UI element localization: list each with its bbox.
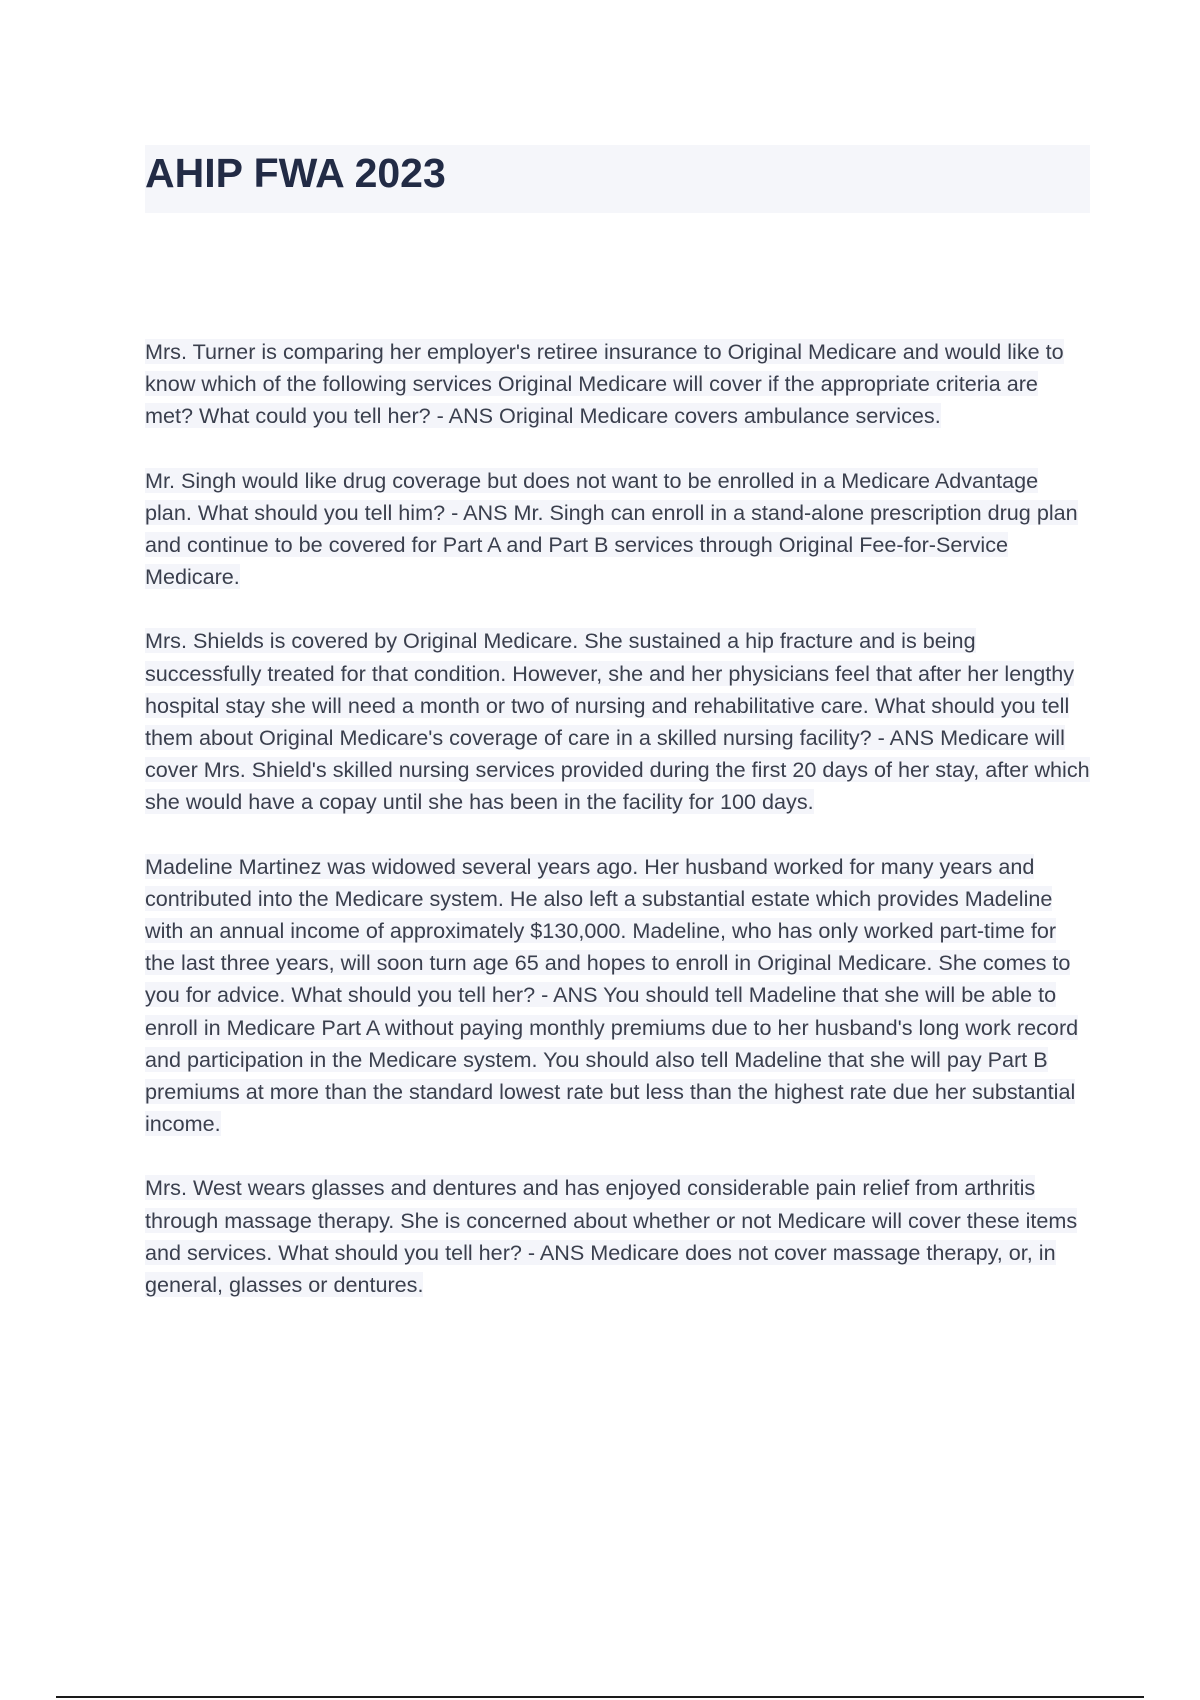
qa-entry-text: Mrs. West wears glasses and dentures and has enjoyed considerable pain relief from arthritis through massage therapy. She is concerned about whether or not Medicare will cover these items and services. What should you tell her? - ANS Medicare does not cover massage therapy, or, in general, glasses or dentures.: [145, 1175, 1078, 1298]
qa-entry-text: Madeline Martinez was widowed several years ago. Her husband worked for many years and contributed into the Medicare system. He also left a substantial estate which provides Madeline with an annual income of approximately $130,000. Madeline, who has only worked part-time for the last three years, will soon turn age 65 and hopes to enroll in Original Medicare. She comes to you for advice. What should you tell her? - ANS You should tell Madeline that she will be able to enroll in Medicare Part A without paying monthly premiums due to her husband's long work record and participation in the Medicare system. You should also tell Madeline that she will pay Part B premiums at more than the standard lowest rate but less than the highest rate due her substantial income.: [145, 853, 1079, 1137]
qa-entry: [145, 336, 1090, 433]
qa-entry: [145, 625, 1090, 818]
page-bottom-divider: [56, 1696, 1144, 1698]
qa-entry: [145, 1172, 1090, 1301]
qa-entry-text: Mr. Singh would like drug coverage but does not want to be enrolled in a Medicare Advantage plan. What should you tell him? - ANS Mr. Singh can enroll in a stand-alone prescription drug plan and continue to be covered for Part A and Part B services through Original Fee-for-Service Medicare.: [145, 467, 1078, 590]
page-title: AHIP FWA 2023: [145, 150, 446, 196]
qa-entry: [145, 465, 1090, 594]
qa-list: [145, 336, 1090, 1333]
qa-entry-text: Mrs. Turner is comparing her employer's retiree insurance to Original Medicare and would like to know which of the following services Original Medicare will cover if the appropriate criteria are met? What could you tell her? - ANS Original Medicare covers ambulance services.: [145, 339, 1064, 429]
qa-entry: [145, 851, 1090, 1141]
title-bar: [145, 145, 1090, 213]
qa-entry-text: Mrs. Shields is covered by Original Medicare. She sustained a hip fracture and is being successfully treated for that condition. However, she and her physicians feel that after her lengthy hospital stay she will need a month or two of nursing and rehabilitative care. What should you tell them about Original Medicare's coverage of care in a skilled nursing facility? - ANS Medicare will cover Mrs. Shield's skilled nursing services provided during the first 20 days of her stay, after which she would have a copay until she has been in the facility for 100 days.: [145, 628, 1090, 815]
